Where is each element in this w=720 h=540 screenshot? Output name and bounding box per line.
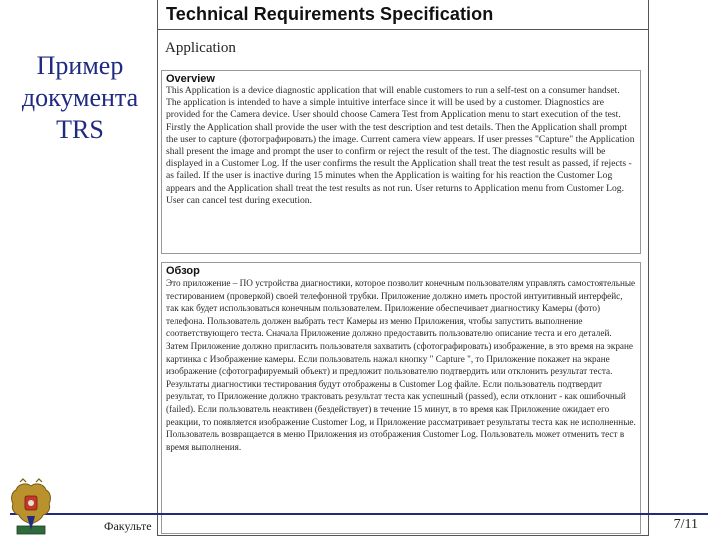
footer-text: Факульте [104,519,152,533]
slide-title-line-1: Пример [36,51,124,80]
page-number: 7/11 [673,517,698,532]
obzor-text: Это приложение – ПО устройства диагностики, которое позволит конечным пользователям управлять самостоятельные тестированием (проверкой) своей телефонной трубки. Приложение должно иметь простой интуитивный интерфейс, так как будет использоваться конечным пользователем. Приложение обеспечивает диагностику Камеры (фото) телефона. Пользователь должен выбрать тест Камеры из меню Приложения, чтобы запустить выполнение соответствующего теста. Сначала Приложение должно предоставить пользователю описание теста и его деталей. Затем Приложение должно пригласить пользователя захватить (сфотографировать) изображение, в это время на экране картинка с Изображение камеры. Если пользователь нажал кнопку " Capture ", то Приложение покажет на экране изображение (сфотографируемый объект) и предложит пользователю подтвердить или отклонить результат теста. Результаты диагностики тестирования будут отображены в Customer Log файле. Если пользователь подтвердит результат, то Приложение должно трактовать результат теста как успешный (passed), если отклонит - как ошибочный (failed). Если пользователь неактивен (бездействует) в течение 15 минут, в то время как Приложение ожидает его реакции, то появляется изображение Customer Log, и Приложение рассматривает результаты теста как не исполненные. Пользователь возвращается в меню Приложения из отображения Customer Log. Пользователь может отменить тест в время выполнения. [166,278,636,452]
title-divider [158,29,648,30]
overview-section [161,70,641,254]
overview-heading: Overview [166,73,215,85]
double-headed-eagle-crest-icon [8,478,54,536]
obzor-heading: Обзор [166,265,200,277]
slide-title-line-3: TRS [56,115,104,144]
footer-divider [10,513,708,515]
section-heading-application: Application [165,40,236,56]
obzor-section [161,262,641,534]
slide-title [6,50,154,146]
document-page [157,0,649,536]
slide-title-line-2: документа [21,83,139,112]
document-title: Technical Requirements Specification [166,4,494,24]
overview-text: This Application is a device diagnostic application that will enable customers to run a self-test on a consumer handset. The application is intended to have a simple intuitive interface since it will be used by a customer. Diagnostics are provided for the Camera device. User should choose Camera Test from Application menu to start execution of the test. Firstly the Application shall provide the user with the test description and test details. Then the Application shall prompt the user to capture (фотографировать) the image. Current camera view appears. If user presses "Capture" the Application shall present the image and prompt the user to confirm or reject the result of the test. The diagnostic results will be displayed in a Customer Log. If the user confirms the result the Application shall treat the test result as passed, if rejects - as failed. If the user is inactive during 15 minutes when the Application is waiting for his reaction the Customer Log appears and the Application shall treat the test results as not run. User returns to Application menu from Customer Log. User can cancel test during execution. [166,85,635,206]
